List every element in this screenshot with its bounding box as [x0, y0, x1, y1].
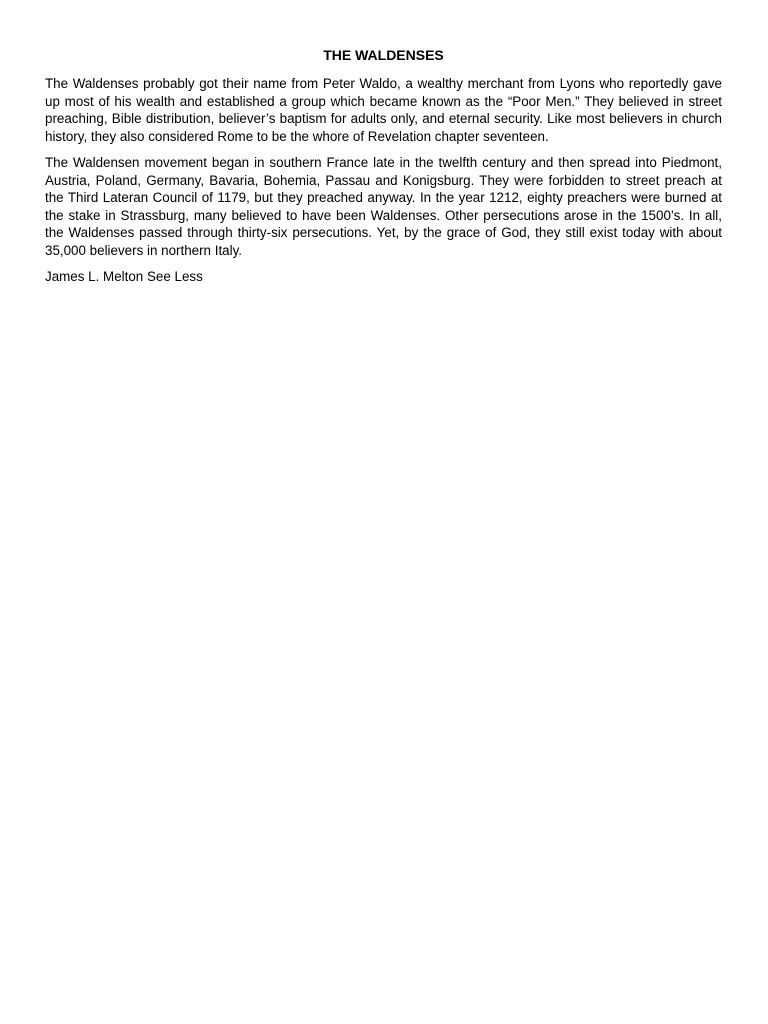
document-title: THE WALDENSES: [323, 47, 444, 63]
paragraph-history: The Waldensen movement began in southern France late in the twelfth century and then spread into Piedmont, Austria, Poland, Germany, Bavaria, Bohemia, Passau and Konigsburg. They were forbidden to street preach at the Third Lateran Council of 1179, but they preached anyway. In the year 1212, eighty preachers were burned at the stake in Strassburg, many believed to have been Waldenses. Other persecutions arose in the 1500’s. In all, the Waldenses passed through thirty-six persecutions. Yet, by the grace of God, they still exist today with about 35,000 believers in northern Italy.: [45, 155, 722, 258]
document-page: [45, 46, 722, 286]
author-byline: James L. Melton See Less: [45, 269, 203, 284]
paragraph-origin: The Waldenses probably got their name from Peter Waldo, a wealthy merchant from Lyons who reportedly gave up most of his wealth and established a group which became known as the “Poor Men.” They believed in street preaching, Bible distribution, believer’s baptism for adults only, and eternal security. Like most believers in church history, they also considered Rome to be the whore of Revelation chapter seventeen.: [45, 76, 722, 144]
